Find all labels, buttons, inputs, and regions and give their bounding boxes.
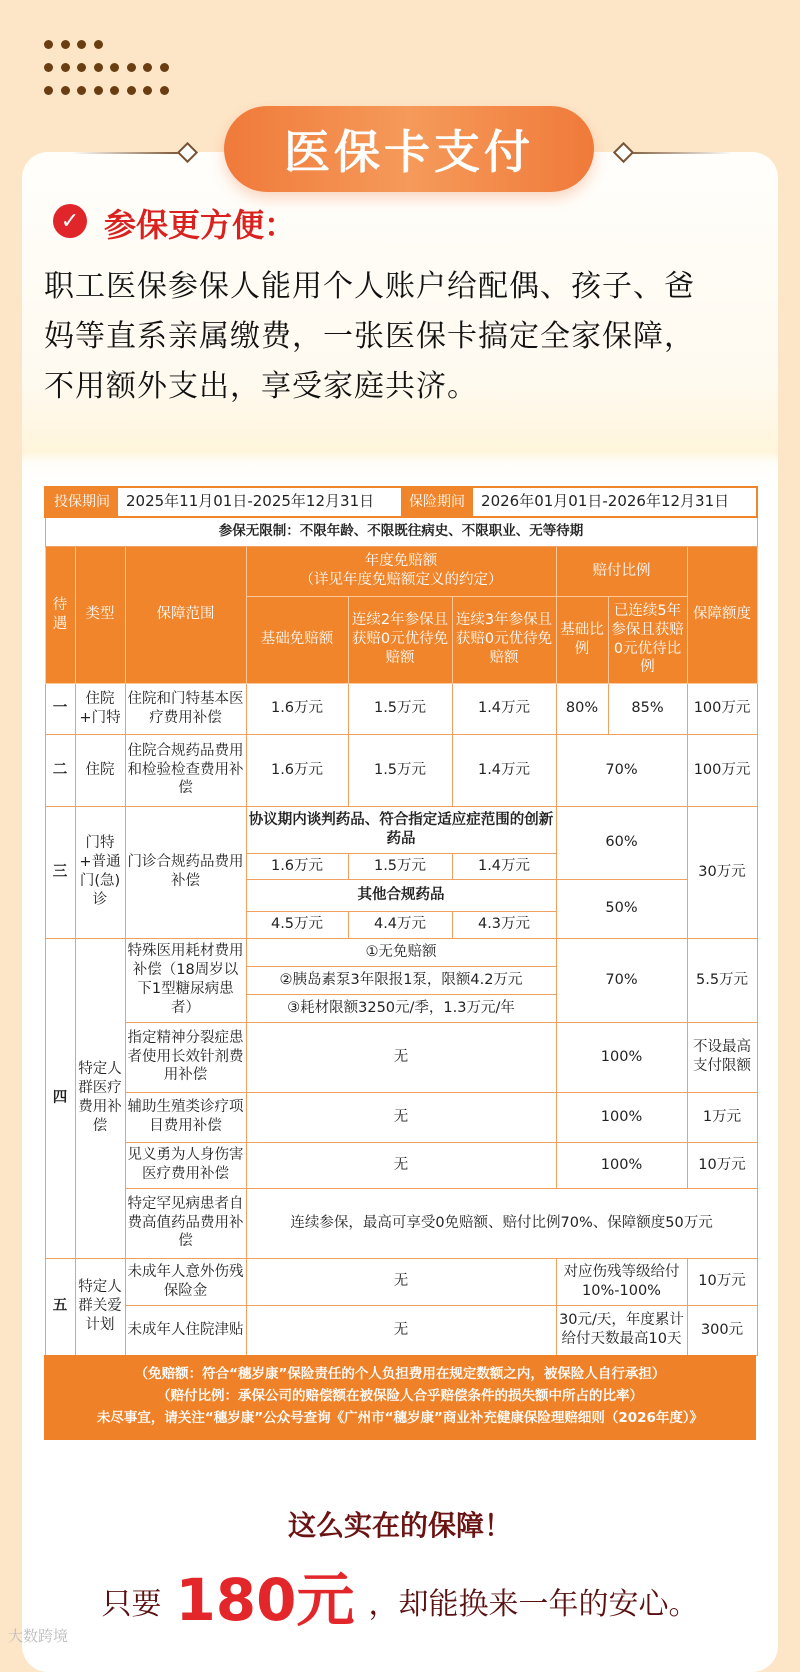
type: 特定人群关爱计划	[75, 1258, 125, 1355]
cell: 70%	[556, 734, 687, 806]
type: 住院+门特	[75, 683, 125, 734]
watermark: 大数跨境	[8, 1627, 69, 1645]
enroll-period: 2025年11月01日-2025年12月31日	[126, 492, 375, 511]
cell: 对应伤残等级给付10%-100%	[556, 1258, 687, 1305]
cell: 4.4万元	[348, 911, 452, 938]
cell: 4.3万元	[452, 911, 556, 938]
cell: 其他合规药品	[246, 879, 556, 911]
scope: 住院和门特基本医疗费用补偿	[125, 683, 246, 734]
cell: 100万元	[687, 734, 757, 806]
table-row	[45, 734, 757, 806]
section-heading: 参保更方便：	[104, 206, 297, 244]
cell: 10万元	[687, 1142, 757, 1188]
price: 180元	[175, 1566, 355, 1634]
tier: 四	[45, 938, 75, 1258]
table-footnote	[44, 1355, 756, 1440]
slogan-suffix: ，却能换来一年的安心。	[368, 1587, 699, 1622]
cell: 1.5万元	[348, 853, 452, 879]
cell: 30元/天，年度累计给付天数最高10天	[556, 1305, 687, 1355]
header-base-ratio: 基础比例	[556, 596, 608, 683]
cell: 1.5万元	[348, 683, 452, 734]
page-title: 医保卡支付	[224, 106, 594, 192]
header-deductible-title: 年度免赔额	[364, 553, 438, 570]
tier: 五	[45, 1258, 75, 1355]
header-deductible-note: （详见年度免赔额定义的约定）	[299, 572, 503, 588]
table-row	[45, 1305, 757, 1355]
scope: 指定精神分裂症患者使用长效针剂费用补偿	[125, 1022, 246, 1092]
table-row	[45, 938, 757, 966]
header-tier: 待遇	[45, 546, 75, 683]
cell: 1.4万元	[452, 734, 556, 806]
tier: 三	[45, 806, 75, 938]
cell: 1.6万元	[246, 853, 348, 879]
header-base-deductible: 基础免赔额	[246, 596, 348, 683]
scope: 住院合规药品费用和检验检查费用补偿	[125, 734, 246, 806]
type: 住院	[75, 734, 125, 806]
scope: 特殊医用耗材费用补偿（18周岁以下1型糖尿病患者）	[125, 938, 246, 1022]
cell: 无	[246, 1022, 556, 1092]
header-scope: 保障范围	[125, 546, 246, 683]
cell: 无	[246, 1305, 556, 1355]
header-ratio: 赔付比例	[556, 546, 687, 596]
coverage-table	[44, 486, 758, 1356]
cell: 无	[246, 1258, 556, 1305]
header-type: 类型	[75, 546, 125, 683]
table-row	[45, 683, 757, 734]
cell: ①无免赔额	[246, 938, 556, 966]
cell: ③耗材限额3250元/季，1.3万元/年	[246, 994, 556, 1022]
header-deductible-2yr: 连续2年参保且获赔0元优待免赔额	[348, 596, 452, 683]
tier: 一	[45, 683, 75, 734]
cell: 10万元	[687, 1258, 757, 1305]
table-row	[45, 1022, 757, 1092]
cell: 无	[246, 1142, 556, 1188]
cell: 无	[246, 1092, 556, 1142]
check-icon: ✓	[53, 204, 87, 238]
cell: 85%	[608, 683, 687, 734]
coverage-period: 2026年01月01日-2026年12月31日	[481, 492, 730, 511]
header-deductible	[246, 546, 556, 596]
cell: 70%	[556, 938, 687, 1022]
cell: ②胰岛素泵3年限报1泵，限额4.2万元	[246, 966, 556, 994]
footnote-line: 未尽事宜，请关注“穗岁康”公众号查询《广州市“穗岁康”商业补充健康保险理赔细则（2026年度）》	[96, 1410, 704, 1426]
cell: 100%	[556, 1092, 687, 1142]
footnote-line: （免赔额：符合“穗岁康”保险责任的个人负担费用在规定数额之内，被保险人自行承担）	[134, 1366, 666, 1382]
scope: 见义勇为人身伤害医疗费用补偿	[125, 1142, 246, 1188]
cell: 4.5万元	[246, 911, 348, 938]
scope: 门诊合规药品费用补偿	[125, 806, 246, 938]
table-row	[45, 1142, 757, 1188]
cell: 1.6万元	[246, 683, 348, 734]
cell: 1.6万元	[246, 734, 348, 806]
cell: 1.4万元	[452, 683, 556, 734]
scope: 特定罕见病患者自费高值药品费用补偿	[125, 1188, 246, 1258]
header-ratio-5yr: 已连续5年参保且获赔0元优待比例	[608, 596, 687, 683]
cell: 50%	[556, 879, 687, 938]
slogan-line-1: 这么实在的保障！	[287, 1509, 512, 1542]
intro-line: 妈等直系亲属缴费，一张医保卡搞定全家保障，	[44, 319, 695, 354]
intro-paragraph	[44, 262, 764, 412]
period-bar	[46, 488, 756, 516]
header-deductible-3yr: 连续3年参保且获赔0元优待免赔额	[452, 596, 556, 683]
table-row	[45, 1188, 757, 1258]
table-row	[45, 806, 757, 853]
intro-line: 职工医保参保人能用个人账户给配偶、孩子、爸	[44, 269, 695, 304]
scope: 辅助生殖类诊疗项目费用补偿	[125, 1092, 246, 1142]
intro-line: 不用额外支出，享受家庭共济。	[44, 369, 478, 404]
footnote-line: （赔付比例：承保公司的赔偿额在被保险人合乎赔偿条件的损失额中所占的比率）	[157, 1388, 643, 1404]
divider-left	[72, 152, 182, 154]
scope: 未成年人住院津贴	[125, 1305, 246, 1355]
type: 特定人群医疗费用补偿	[75, 938, 125, 1258]
enroll-label: 投保期间	[46, 488, 118, 516]
cell: 1.4万元	[452, 853, 556, 879]
cell: 不设最高支付限额	[687, 1022, 757, 1092]
cell: 80%	[556, 683, 608, 734]
no-limit-note: 参保无限制：不限年龄、不限既往病史、不限职业、无等待期	[45, 517, 757, 546]
table-row	[45, 1092, 757, 1142]
cell: 1万元	[687, 1092, 757, 1142]
cell: 1.5万元	[348, 734, 452, 806]
cell: 60%	[556, 806, 687, 879]
cell: 5.5万元	[687, 938, 757, 1022]
tier: 二	[45, 734, 75, 806]
scope: 未成年人意外伤残保险金	[125, 1258, 246, 1305]
header-limit: 保障额度	[687, 546, 757, 683]
slogan-line-2	[0, 1553, 800, 1637]
divider-right	[622, 152, 732, 154]
cell: 协议期内谈判药品、符合指定适应症范围的创新药品	[246, 806, 556, 853]
cell: 100%	[556, 1142, 687, 1188]
cell: 连续参保，最高可享受0免赔额、赔付比例70%、保障额度50万元	[246, 1188, 757, 1258]
table-row	[45, 1258, 757, 1305]
coverage-label: 保险期间	[401, 488, 473, 516]
type: 门特+普通门(急)诊	[75, 806, 125, 938]
cell: 100%	[556, 1022, 687, 1092]
slogan-prefix: 只要	[101, 1587, 162, 1622]
decorative-dots	[44, 40, 174, 109]
cell: 100万元	[687, 683, 757, 734]
cell: 30万元	[687, 806, 757, 938]
cell: 300元	[687, 1305, 757, 1355]
